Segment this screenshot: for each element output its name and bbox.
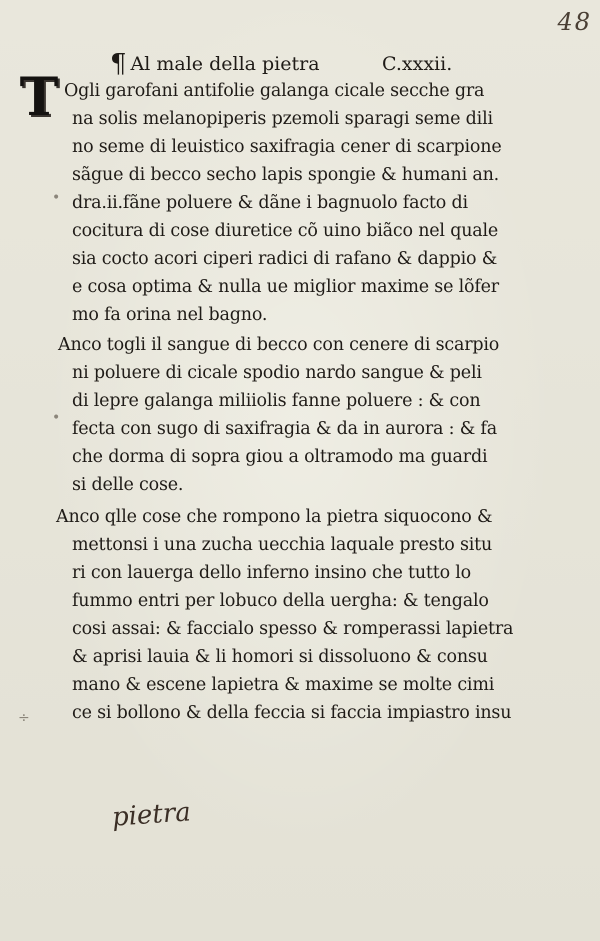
margin-mark: ÷	[18, 710, 30, 726]
text-line: che dorma di sopra giou a oltramodo ma guardi	[72, 447, 488, 467]
text-line: mettonsi i una zucha uecchia laquale presto situ	[72, 535, 493, 555]
drop-initial: T	[19, 67, 59, 128]
text-line: cocitura di cose diuretice cõ uino biãco nel quale	[72, 221, 499, 241]
text-line: mo fa orina nel bagno.	[72, 305, 268, 325]
text-line: fecta con sugo di saxifragia & da in aurora : & fa	[72, 419, 497, 439]
text-line: e cosa optima & nulla ue miglior maxime se lõfer	[72, 277, 499, 297]
text-line: no seme di leuistico saxifragia cener di scarpione	[72, 137, 502, 157]
text-line: na solis melanopiperis pzemoli sparagi seme dili	[72, 109, 493, 129]
text-line: si delle cose.	[72, 475, 184, 495]
pilcrow-mark: ¶	[110, 49, 127, 79]
text-line: Anco togli il sangue di becco con cenere di scarpio	[58, 335, 500, 355]
text-line: Anco qlle cose che rompono la pietra siquocono &	[56, 507, 493, 527]
chapter-number: C.xxxii.	[382, 53, 453, 75]
text-line: cosi assai: & faccialo spesso & romperassi lapietra	[72, 619, 514, 639]
text-line: dra.ii.fãne poluere & dãne i bagnuolo facto di	[72, 193, 468, 213]
chapter-heading	[110, 49, 500, 79]
text-line: mano & escene lapietra & maxime se molte cimi	[72, 675, 495, 695]
text-line: sãgue di becco secho lapis spongie & humani an.	[72, 165, 500, 185]
text-line: fummo entri per lobuco della uergha: & tengalo	[72, 591, 489, 611]
chapter-title: Al male della pietra	[130, 53, 320, 75]
margin-mark: •	[52, 190, 61, 206]
text-line: ni poluere di cicale spodio nardo sangue & peli	[72, 363, 482, 383]
text-line: & aprisi lauia & li homori si dissoluono & consu	[72, 647, 488, 667]
folio-number: 48	[557, 8, 592, 36]
handwritten-annotation: pietra	[111, 797, 192, 833]
text-line: Ogli garofani antifolie galanga cicale secche gra	[64, 81, 485, 101]
text-line: ri con lauerga dello inferno insino che tutto lo	[72, 563, 472, 583]
text-line: sia cocto acori ciperi radici di rafano & dappio &	[72, 249, 498, 269]
text-line: ce si bollono & della feccia si faccia impiastro insu	[72, 703, 512, 723]
margin-mark: •	[52, 410, 61, 426]
text-line: di lepre galanga miliiolis fanne poluere : & con	[72, 391, 481, 411]
